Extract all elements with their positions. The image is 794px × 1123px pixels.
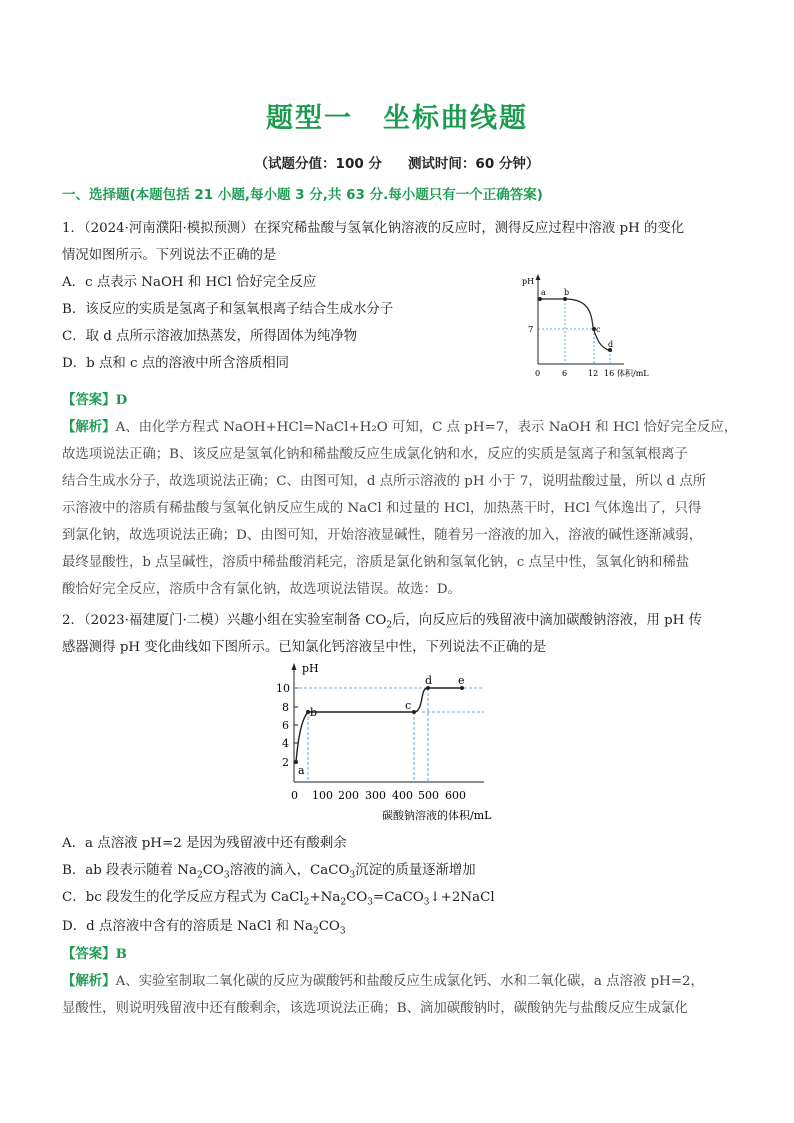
q2-opt-b-sub-3b: 3 — [349, 870, 356, 881]
q1-analysis-tag: 【解析】 — [62, 419, 116, 435]
q1-point-b — [563, 297, 567, 301]
q2-point-c — [412, 710, 416, 714]
q1-analysis-line-3: 结合生成水分子，故选项说法正确；C、由图可知，d 点所示溶液的 pH 小于 7，说明盐酸过量，所以 d 点所 — [62, 474, 707, 489]
q1-ph-curve — [540, 299, 612, 351]
q1-option-a: A．c 点表示 NaOH 和 HCl 恰好完全反应 — [62, 275, 317, 290]
q2-opt-b-sub-3a: 3 — [223, 870, 230, 881]
exam-info — [0, 152, 794, 172]
q2-analysis-tag: 【解析】 — [62, 973, 116, 989]
q2-answer-value: B — [115, 946, 127, 962]
q1-graph-ytick-7: 7 — [528, 325, 534, 335]
q1-ph-graph — [512, 268, 672, 386]
q2-xtick-100: 100 — [312, 789, 333, 802]
q2-sub-2: 2 — [386, 620, 393, 631]
q2-ph-chart — [272, 658, 522, 826]
q2-ytick-6: 6 — [282, 719, 289, 732]
q2-opt-d-1: D．d 点溶液中含有的溶质是 NaCl 和 Na — [62, 919, 313, 934]
q1-label-b: b — [564, 288, 570, 297]
q2-ph-curve — [296, 688, 462, 762]
q2-label-e: e — [458, 674, 465, 687]
time-info: 测试时间：60 分钟） — [407, 156, 540, 172]
q2-opt-d-sub-2: 2 — [312, 926, 319, 937]
q1-stem-line2: 情况如图所示。下列说法不正确的是 — [62, 248, 277, 263]
q2-opt-b-3: 溶液的滴入，CaCO — [229, 863, 350, 878]
q2-opt-b-sub-2: 2 — [196, 870, 203, 881]
q1-analysis-line-1 — [62, 416, 737, 435]
q1-label-c: c — [596, 325, 601, 334]
q2-chart-ylabel: pH — [302, 662, 319, 675]
q2-stem-part2: 后，向反应后的残留液中滴加碳酸钠溶液，用 pH 传 — [392, 613, 703, 628]
q2-xtick-400: 400 — [392, 789, 413, 802]
q1-graph-xtick-0: 0 — [535, 369, 541, 378]
title-part1: 题型一 — [266, 103, 353, 134]
q2-opt-b-2: CO — [202, 863, 224, 878]
q2-opt-c-2: +Na — [309, 890, 341, 905]
q2-stem-line1 — [62, 609, 702, 631]
score-info: （试题分值：100 分 — [254, 156, 382, 172]
q1-answer-tag: 【答案】 — [62, 392, 116, 408]
q2-xtick-0: 0 — [291, 789, 298, 802]
q2-opt-d-sub-3: 3 — [339, 926, 346, 937]
q2-opt-c-5: ↓+2NaCl — [429, 890, 495, 905]
q1-option-d: D．b 点和 c 点的溶液中所含溶质相同 — [62, 356, 290, 371]
q1-point-a — [538, 297, 542, 301]
q1-option-c: C．取 d 点所示溶液加热蒸发，所得固体为纯净物 — [62, 329, 358, 344]
q2-opt-c-4: =CaCO — [373, 890, 424, 905]
q2-label-b: b — [310, 706, 318, 719]
section-heading: 一、选择题(本题包括 21 小题,每小题 3 分,共 63 分.每小题只有一个正确答案) — [62, 187, 543, 203]
q2-opt-c-1: C．bc 段发生的化学反应方程式为 CaCl — [62, 890, 304, 905]
q2-ytick-8: 8 — [282, 701, 289, 714]
q2-option-c — [62, 886, 495, 908]
q2-analysis-line-2: 显酸性，则说明残留液中还有酸剩余，该选项说法正确；B、滴加碳酸钠时，碳酸钠先与盐酸反应生成氯化 — [62, 1001, 688, 1016]
q1-graph-xtick-16: 16 — [604, 369, 615, 378]
q1-label-a: a — [541, 288, 546, 297]
q2-ytick-4: 4 — [282, 737, 289, 750]
q2-ytick-10: 10 — [276, 682, 290, 695]
q2-label-a: a — [298, 764, 305, 777]
q2-opt-d-2: CO — [318, 919, 340, 934]
q1-graph-ylabel: pH — [522, 277, 535, 286]
q1-analysis-line-7: 酸恰好完全反应，溶质中含有氯化钠，故选项说法错误。故选：D。 — [62, 582, 462, 597]
q2-option-b — [62, 859, 476, 881]
q2-label-d: d — [425, 674, 433, 687]
q1-answer-value: D — [115, 392, 128, 408]
q2-opt-c-sub-3b: 3 — [423, 897, 430, 908]
q2-analysis-text-1: A、实验室制取二氧化碳的反应为碳酸钙和盐酸反应生成氯化钙、水和二氧化碳，a 点溶液 pH=2， — [115, 974, 704, 989]
title-part2: 坐标曲线题 — [383, 103, 528, 134]
q2-answer-tag: 【答案】 — [62, 946, 116, 962]
q1-stem-line1: 1．（2024·河南濮阳·模拟预测）在探究稀盐酸与氢氧化钠溶液的反应时，测得反应过程中溶液 pH 的变化 — [62, 221, 685, 236]
q2-xtick-300: 300 — [365, 789, 386, 802]
q1-graph-xtick-12: 12 — [588, 369, 599, 378]
q1-option-b: B．该反应的实质是氢离子和氢氧根离子结合生成水分子 — [62, 302, 394, 317]
q2-label-c: c — [405, 699, 412, 712]
q1-graph-xlabel: 体积/mL — [617, 369, 649, 378]
q2-opt-b-1: B．ab 段表示随着 Na — [62, 863, 197, 878]
q1-graph-xtick-6: 6 — [562, 369, 568, 378]
q2-xtick-200: 200 — [338, 789, 359, 802]
q2-opt-c-sub-2b: 2 — [340, 897, 347, 908]
q1-analysis-line-4: 示溶液中的溶质有稀盐酸与氢氧化钠反应生成的 NaCl 和过量的 HCl，加热蒸干时，HCl 气体逸出了，只得 — [62, 501, 702, 516]
q2-opt-b-4: 沉淀的质量逐渐增加 — [355, 863, 476, 878]
q2-answer — [62, 943, 127, 962]
q2-option-d — [62, 915, 346, 937]
page-title — [0, 96, 794, 135]
q1-answer — [62, 389, 127, 408]
q2-stem-part1: 2．（2023·福建厦门·二模）兴趣小组在实验室制备 CO — [62, 613, 387, 628]
q2-xtick-600: 600 — [445, 789, 466, 802]
q2-xtick-500: 500 — [418, 789, 439, 802]
q1-analysis-line-5: 到氯化钠，故选项说法正确；D、由图可知，开始溶液显碱性，随着另一溶液的加入，溶液的碱性逐渐减弱， — [62, 528, 703, 543]
q1-analysis-text-1: A、由化学方程式 NaOH+HCl=NaCl+H₂O 可知，C 点 pH=7，表示 NaOH 和 HCl 恰好完全反应， — [115, 420, 738, 435]
q2-stem-line2: 感器测得 pH 变化曲线如下图所示。已知氯化钙溶液呈中性，下列说法不正确的是 — [62, 640, 547, 655]
q1-label-d: d — [608, 340, 614, 349]
q2-ytick-2: 2 — [282, 756, 289, 769]
q1-analysis-line-2: 故选项说法正确；B、该反应是氢氧化钠和稀盐酸反应生成氯化钠和水，反应的实质是氢离子和氢氧根离子 — [62, 447, 688, 462]
q2-opt-c-3: CO — [346, 890, 368, 905]
q2-option-a: A．a 点溶液 pH=2 是因为残留液中还有酸剩余 — [62, 836, 347, 851]
q2-chart-xlabel: 碳酸钠溶液的体积/mL — [382, 809, 492, 822]
q1-analysis-line-6: 最终显酸性，b 点呈碱性，溶质中稀盐酸消耗完，溶质是氯化钠和氢氧化钠，c 点呈中性，氢氧化钠和稀盐 — [62, 555, 690, 570]
q2-opt-c-sub-2a: 2 — [303, 897, 310, 908]
q2-analysis-line-1 — [62, 970, 704, 989]
q2-opt-c-sub-3a: 3 — [367, 897, 374, 908]
